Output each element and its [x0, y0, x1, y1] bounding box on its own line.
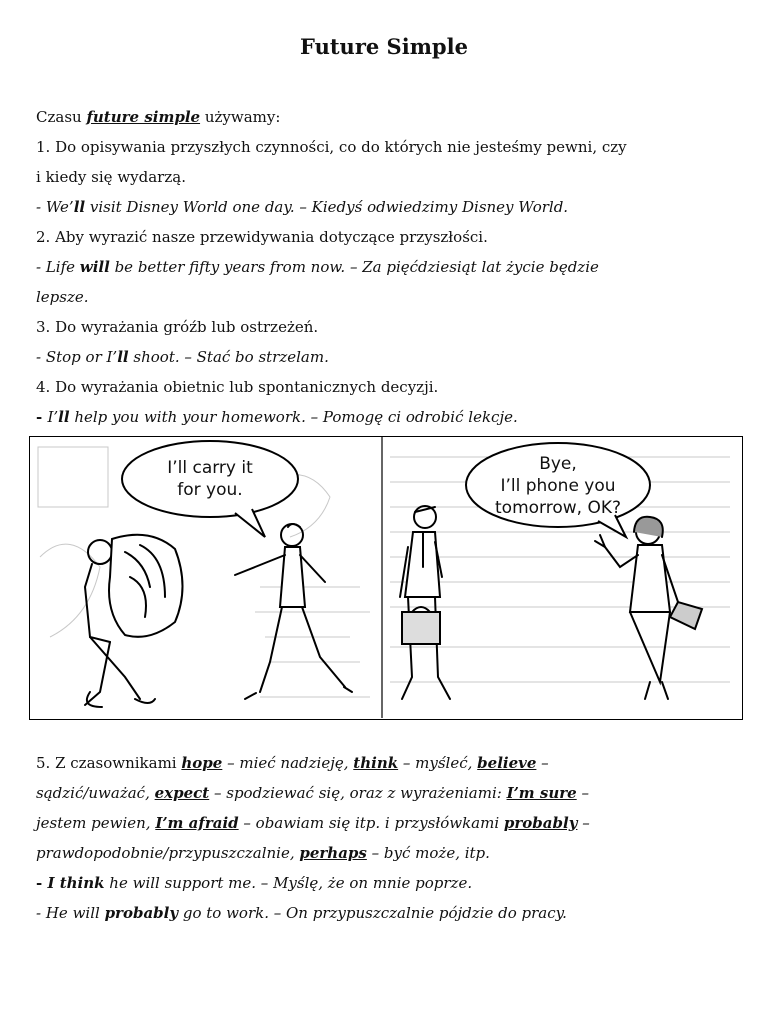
point-5-line-4: prawdopodobnie/przypuszczalnie, perhaps – być może, itp. — [36, 844, 490, 862]
keyword-im-sure: I’m sure — [506, 784, 577, 802]
intro-line — [36, 102, 736, 132]
use-2-example-cont: lepsze. — [36, 288, 89, 306]
keyword-perhaps: perhaps — [299, 844, 367, 862]
keyword-believe: believe — [477, 754, 537, 772]
keyword-think: think — [353, 754, 399, 772]
point-5-line-2: sądzić/uważać, expect – spodziewać się, oraz z wyrażeniami: I’m sure – — [36, 784, 589, 802]
right-speech-bubble — [478, 453, 638, 519]
use-4-point: 4. Do wyrażania obietnic lub spontanicznych decyzji. — [36, 378, 439, 396]
intro-term: future simple — [86, 108, 201, 126]
point-5-line-3: jestem pewien, I’m afraid – obawiam się itp. i przysłówkami probably – — [36, 814, 590, 832]
use-2-point: 2. Aby wyrazić nasze przewidywania dotyczące przyszłości. — [36, 228, 488, 246]
point-5-line-1: 5. Z czasownikami hope – mieć nadzieję, think – myśleć, believe – — [36, 754, 549, 772]
intro-section — [36, 102, 736, 432]
keyword-hope: hope — [181, 754, 223, 772]
left-bubble-line-2: for you. — [177, 480, 243, 500]
intro-suffix: używamy: — [200, 108, 281, 126]
intro-prefix: Czasu — [36, 108, 87, 126]
left-bubble-line-1: I’ll carry it — [167, 458, 253, 478]
keyword-expect: expect — [154, 784, 210, 802]
use-3-point: 3. Do wyrażania gróźb lub ostrzeżeń. — [36, 318, 319, 336]
use-4-example: - I’ll help you with your homework. – Pomogę ci odrobić lekcje. — [36, 408, 518, 426]
use-1-point: 1. Do opisywania przyszłych czynności, co do których nie jesteśmy pewni, czy — [36, 138, 627, 156]
point-5-example-2: - He will probably go to work. – On przypuszczalnie pójdzie do pracy. — [36, 904, 567, 922]
right-bubble-line-1: Bye, — [539, 454, 577, 474]
use-3-example: - Stop or I’ll shoot. – Stać bo strzelam. — [36, 348, 329, 366]
keyword-im-afraid: I’m afraid — [155, 814, 239, 832]
left-speech-bubble — [130, 457, 290, 501]
illustration-panel — [29, 436, 743, 720]
keyword-probably: probably — [503, 814, 578, 832]
page-title: Future Simple — [300, 34, 468, 59]
point-5-example-1: - I think he will support me. – Myślę, że on mnie poprze. — [36, 874, 473, 892]
use-1-point-cont: i kiedy się wydarzą. — [36, 168, 186, 186]
use-1-example: - We’ll visit Disney World one day. – Kiedyś odwiedzimy Disney World. — [36, 198, 569, 216]
right-bubble-line-2: I’ll phone you — [500, 476, 616, 496]
right-bubble-line-3: tomorrow, OK? — [495, 498, 621, 518]
point-5-section — [36, 748, 736, 928]
use-2-example: - Life will be better fifty years from now. – Za pięćdziesiąt lat życie będzie — [36, 258, 599, 276]
